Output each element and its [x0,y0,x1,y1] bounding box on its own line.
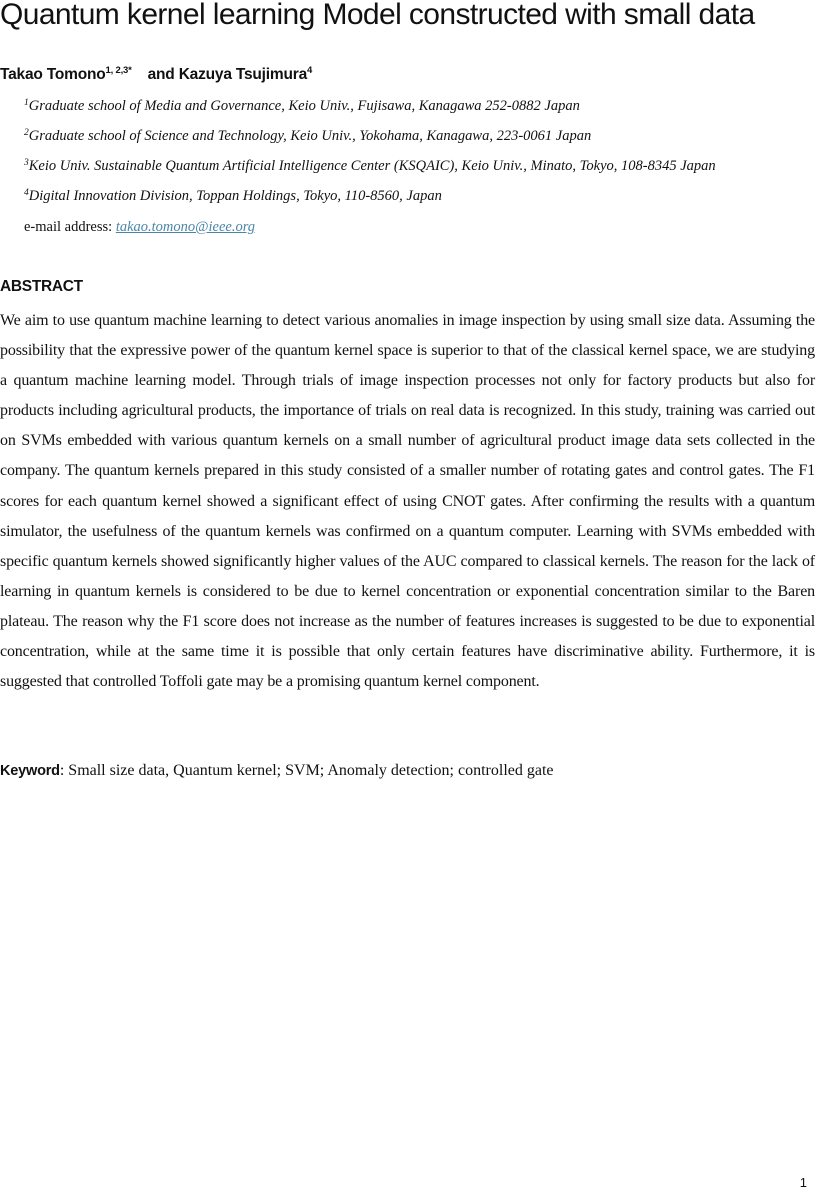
email-link[interactable]: takao.tomono@ieee.org [115,219,256,235]
abstract-heading: ABSTRACT [0,278,83,295]
author-affiliation-marker: 4 [307,65,313,76]
affiliation-list [24,95,716,215]
author-name: Kazuya Tsujimura [178,66,307,83]
paper-title: Quantum kernel learning Model constructed with small data [0,0,755,31]
affiliation-item: $^3$Keio Univ. Sustainable Quantum Artificial Intelligence Center (KSQAIC), Keio Univ., Minato, Tokyo, 108-8345 Japan [24,158,716,174]
author-affiliation-marker: 1, 2,3* [105,65,132,76]
abstract-text: We aim to use quantum machine learning to detect various anomalies in image inspection by using small size data. Assuming the possibility that the expressive power of the quantum kernel space is superior to that of the classical kernel space, we are studying a quantum machine learning model. Through trials of image inspection processes not only for factory products but also for products including agricultural products, the importance of trials on real data is recognized. In this study, training was carried out on SVMs embedded with various quantum kernels on a small number of agricultural product image data sets collected in the company. The quantum kernels prepared in this study consisted of a smaller number of rotating gates and control gates. The F1 scores for each quantum kernel showed a significant effect of using CNOT gates. After confirming the results with a quantum simulator, the usefulness of the quantum kernels was confirmed on a quantum computer. Learning with SVMs embedded with specific quantum kernels showed significantly higher values of the AUC compared to classical kernels. The reason for the lack of learning in quantum kernels is considered to be due to kernel concentration or exponential concentration similar to the Baren plateau. The reason why the F1 score does not increase as the number of features increases is suggested to be due to exponential concentration, while at the same time it is possible that only certain features have discriminative ability. Furthermore, it is suggested that controlled Toffoli gate may be a promising quantum kernel component. [0,312,815,691]
affiliation-item: $^1$Graduate school of Media and Governance, Keio Univ., Fujisawa, Kanagawa 252-0882 Japan [24,98,580,114]
contact-email-line [24,216,255,238]
author-name: Takao Tomono [0,66,106,83]
email-label: e-mail address: [24,219,113,235]
keywords-line [0,760,554,782]
keywords-text: : Small size data, Quantum kernel; SVM; Anomaly detection; controlled gate [59,762,554,779]
affiliation-item: $^2$Graduate school of Science and Technology, Keio Univ., Yokohama, Kanagawa, 223-0061 Japan [24,128,592,144]
affiliation-item: $^4$Digital Innovation Division, Toppan Holdings, Tokyo, 110-8560, Japan [24,188,442,204]
page-number: 1 [799,1175,807,1190]
author-line [0,64,312,86]
author-joiner: and [147,66,175,83]
keywords-label: Keyword [0,763,60,779]
